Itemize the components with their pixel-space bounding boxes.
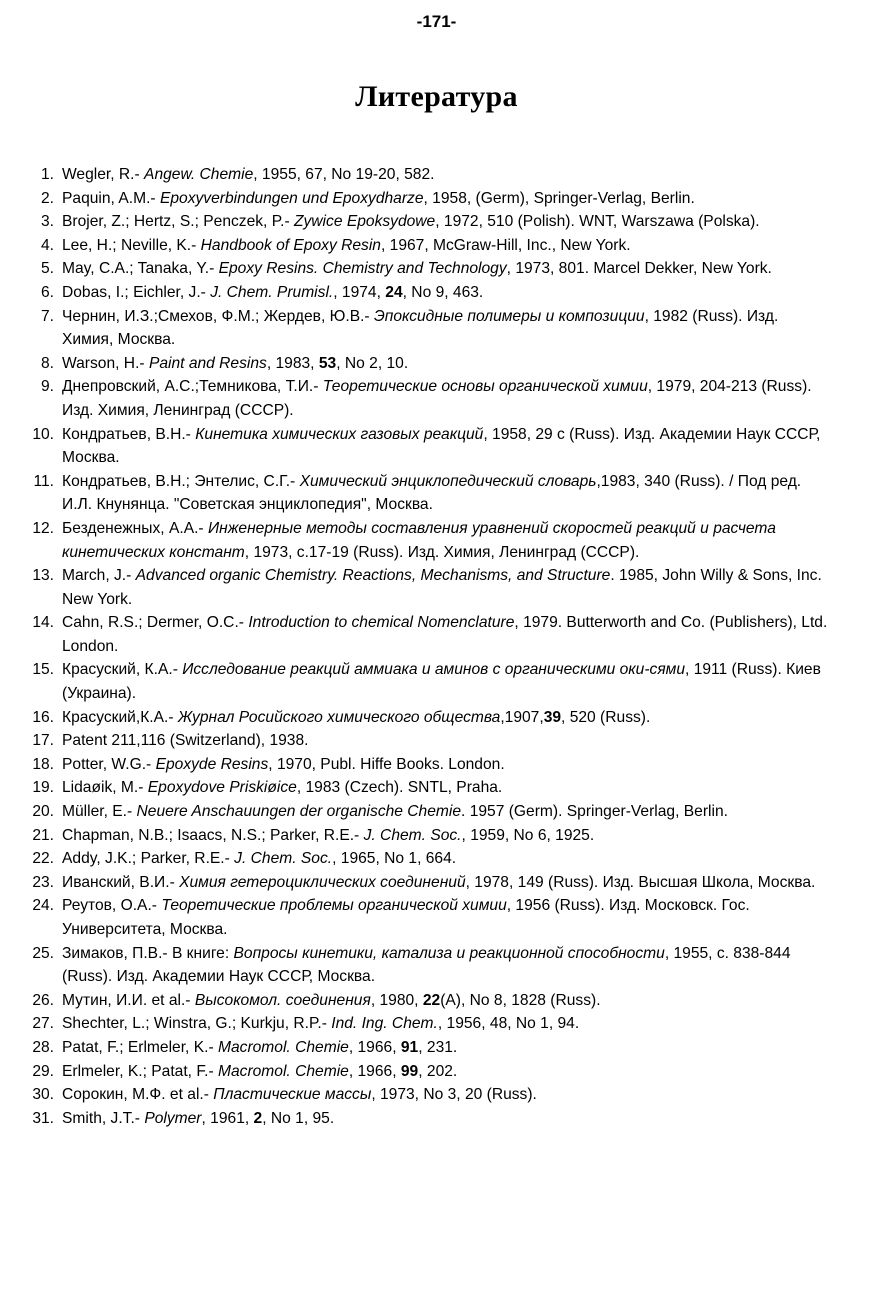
reference-segment: , 1979, 204-213 (Russ). Изд. Химия, Ленинград (СССР). (62, 378, 812, 419)
reference-segment: Smith, J.T.- (62, 1109, 145, 1127)
reference-number: 25. (32, 944, 54, 962)
reference-number: 3. (40, 213, 54, 231)
reference-number: 2. (40, 189, 54, 207)
reference-segment: Addy, J.K.; Parker, R.E.- (62, 850, 235, 868)
reference-text (62, 166, 434, 183)
reference-segment: . 1957 (Germ). Springer-Verlag, Berlin. (461, 803, 728, 821)
reference-item (28, 423, 828, 470)
reference-number: 23. (32, 873, 54, 891)
reference-item (28, 989, 828, 1013)
reference-text (62, 779, 502, 796)
reference-segment: Красуский, К.А.- (62, 661, 183, 679)
reference-list (28, 163, 828, 1130)
reference-text (62, 355, 408, 372)
reference-segment: , 1983 (Czech). SNTL, Praha. (296, 779, 503, 797)
reference-segment: , 1979. Butterworth and Co. (Publishers), Ltd. London. (62, 614, 828, 655)
reference-segment: , 1978, 149 (Russ). Изд. Высшая Школа, Москва. (465, 873, 816, 891)
reference-item (28, 305, 828, 352)
reference-item (28, 824, 828, 848)
reference-text (62, 520, 776, 561)
reference-segment: , No 9, 463. (402, 283, 484, 301)
reference-item (28, 375, 828, 422)
reference-item (28, 517, 828, 564)
reference-source-title: Macromol. Chemie (217, 1062, 349, 1080)
reference-source-title: Исследование реакций аммиака и аминов с органическими оки-сями (182, 661, 686, 679)
reference-source-title: Epoxyde Resins (155, 755, 269, 773)
reference-source-title: Кинетика химических газовых реакций (195, 425, 484, 443)
reference-segment: , 1958, (Germ), Springer-Verlag, Berlin. (423, 189, 695, 207)
reference-item (28, 942, 828, 989)
reference-source-title: Высокомол. соединения (194, 991, 371, 1009)
reference-source-title: Epoxy Resins. Chemistry and Technology (218, 260, 507, 278)
reference-item (28, 1107, 828, 1131)
reference-source-title: Angew. Chemie (144, 166, 254, 183)
reference-segment: , 1974, (333, 283, 386, 301)
reference-segment: Lidaøik, M.- (62, 779, 148, 797)
reference-number: 10. (32, 425, 54, 443)
reference-item (28, 776, 828, 800)
reference-volume: 2 (253, 1109, 263, 1127)
reference-source-title: Handbook of Epoxy Resin (200, 236, 381, 254)
reference-text (62, 874, 815, 891)
reference-source-title: Теоретические основы органической химии (322, 378, 648, 396)
reference-text (62, 756, 505, 773)
reference-segment: , 1959, No 6, 1925. (461, 826, 595, 844)
reference-segment: Warson, H.- (62, 354, 149, 372)
reference-text (62, 661, 821, 702)
reference-segment: , 520 (Russ). (561, 708, 651, 726)
reference-text (62, 1063, 457, 1080)
reference-source-title: Epoxyverbindungen und Epoxydharze (159, 189, 424, 207)
reference-text (62, 732, 308, 749)
reference-segment: (A), No 8, 1828 (Russ). (440, 991, 601, 1009)
reference-text (62, 1039, 457, 1056)
page-number: -171- (416, 12, 457, 31)
reference-source-title: Introduction to chemical Nomenclature (248, 614, 515, 632)
reference-item (28, 234, 828, 258)
reference-segment: , 1973, 801. Marcel Dekker, New York. (506, 260, 772, 278)
reference-item (28, 753, 828, 777)
reference-item (28, 658, 828, 705)
reference-text (62, 1015, 579, 1032)
reference-segment: , 1982 (Russ). Изд. Химия, Москва. (62, 307, 779, 349)
reference-segment: Кондратьев, В.Н.- (62, 425, 196, 443)
reference-number: 21. (32, 826, 54, 844)
reference-segment: Зимаков, П.В.- В книге: (62, 944, 234, 962)
reference-segment: Wegler, R.- (62, 166, 145, 183)
reference-segment: , 1980, (370, 991, 423, 1009)
reference-segment: , 1972, 510 (Polish). WNT, Warszawa (Polska). (435, 213, 760, 231)
reference-source-title: Журнал Росийского химического общества (177, 708, 501, 726)
reference-segment: , 1955, с. 838-844 (Russ). Изд. Академии Наук СССР, Москва. (62, 944, 791, 986)
reference-segment: , 1973, с.17-19 (Russ). Изд. Химия, Ленинград (СССР). (244, 543, 640, 561)
reference-number: 27. (32, 1015, 54, 1033)
reference-segment: Днепровский, А.С.;Темникова, Т.И.- (62, 378, 323, 396)
reference-source-title: Neuere Anschauungen der organische Chemie (136, 803, 462, 821)
reference-segment: Безденежных, А.А.- (62, 519, 208, 537)
reference-text (62, 709, 650, 726)
reference-text (62, 473, 801, 514)
reference-segment: Мутин, И.И. et al.- (62, 991, 195, 1009)
reference-source-title: Polymer (144, 1109, 202, 1127)
reference-number: 11. (33, 472, 54, 490)
reference-number: 15. (32, 661, 54, 679)
reference-segment: Brojer, Z.; Hertz, S.; Penczek, P.- (62, 213, 294, 231)
reference-number: 26. (32, 991, 54, 1009)
reference-segment: Красуский,К.А.- (62, 708, 178, 726)
reference-number: 1. (40, 166, 54, 183)
reference-item (28, 352, 828, 376)
reference-source-title: J. Chem. Soc. (234, 850, 333, 868)
reference-segment: . 1985, John Willy & Sons, Inc. New York. (62, 567, 822, 608)
reference-item (28, 210, 828, 234)
reference-text (62, 567, 822, 608)
reference-text (62, 378, 812, 419)
reference-segment: , No 1, 95. (262, 1109, 335, 1127)
reference-number: 30. (32, 1086, 54, 1104)
reference-segment: Paquin, A.M.- (62, 189, 160, 207)
reference-source-title: Инженерные методы составления уравнений скоростей реакций и расчета кинетических констант (62, 519, 776, 561)
reference-segment: Chapman, N.B.; Isaacs, N.S.; Parker, R.E.- (62, 826, 364, 844)
reference-source-title: Paint and Resins (148, 354, 267, 372)
reference-number: 31. (32, 1109, 54, 1127)
reference-number: 22. (32, 850, 54, 868)
reference-number: 24. (32, 897, 54, 915)
reference-segment: Иванский, В.И.- (62, 873, 180, 891)
reference-text (62, 992, 601, 1009)
reference-text (62, 190, 695, 207)
reference-item (28, 257, 828, 281)
reference-segment: , 1958, 29 с (Russ). Изд. Академии Наук СССР, Москва. (62, 425, 821, 467)
reference-number: 13. (32, 567, 54, 585)
reference-number: 16. (32, 708, 54, 726)
reference-item (28, 1012, 828, 1036)
reference-text (62, 237, 631, 254)
reference-text (62, 803, 728, 820)
reference-segment: Cahn, R.S.; Dermer, O.C.- (62, 614, 249, 632)
reference-number: 5. (40, 260, 54, 278)
reference-segment: May, C.A.; Tanaka, Y.- (62, 260, 219, 278)
reference-item (28, 187, 828, 211)
reference-source-title: Вопросы кинетики, катализа и реакционной способности (233, 944, 665, 962)
reference-volume: 22 (422, 991, 441, 1009)
reference-item (28, 871, 828, 895)
reference-segment: Erlmeler, K.; Patat, F.- (62, 1062, 218, 1080)
reference-source-title: J. Chem. Soc. (363, 826, 462, 844)
reference-source-title: Zywice Epoksydowe (293, 213, 436, 231)
reference-source-title: Advanced organic Chemistry. Reactions, Mechanisms, and Structure (135, 567, 611, 585)
reference-item (28, 1060, 828, 1084)
reference-item (28, 706, 828, 730)
reference-item (28, 163, 828, 187)
reference-volume: 39 (543, 708, 562, 726)
reference-text (62, 1110, 334, 1127)
reference-item (28, 470, 828, 517)
reference-text (62, 213, 760, 230)
reference-number: 8. (40, 354, 54, 372)
reference-segment: Dobas, I.; Eichler, J.- (62, 283, 211, 301)
reference-segment: March, J.- (62, 567, 136, 585)
reference-source-title: Эпоксидные полимеры и композиции (373, 307, 645, 325)
reference-source-title: Химический энциклопедический словарь (299, 472, 597, 490)
reference-volume: 91 (400, 1038, 419, 1056)
reference-segment: Patat, F.; Erlmeler, K.- (62, 1038, 218, 1056)
reference-segment: Patent 211,116 (Switzerland), 1938. (62, 732, 309, 750)
reference-item (28, 1083, 828, 1107)
reference-source-title: Теоретические проблемы органической химии (161, 897, 507, 915)
reference-item (28, 611, 828, 658)
reference-text (62, 1086, 537, 1103)
reference-number: 29. (32, 1062, 54, 1080)
reference-volume: 99 (400, 1062, 419, 1080)
reference-text (62, 426, 820, 467)
reference-number: 7. (40, 307, 54, 325)
reference-segment: , No 2, 10. (336, 354, 409, 372)
reference-segment: , 1911 (Russ). Киев (Украина). (62, 661, 821, 703)
reference-segment: , 1970, Publ. Hiffe Books. London. (268, 755, 505, 773)
reference-segment: Shechter, L.; Winstra, G.; Kurkju, R.P.- (62, 1015, 332, 1033)
reference-segment: , 1973, No 3, 20 (Russ). (371, 1086, 537, 1104)
reference-text (62, 614, 827, 655)
reference-item (28, 281, 828, 305)
reference-segment: , 1955, 67, No 19-20, 582. (253, 166, 435, 183)
reference-segment: , 1961, (201, 1109, 254, 1127)
reference-number: 28. (32, 1038, 54, 1056)
reference-segment: Чернин, И.З.;Смехов, Ф.М.; Жердев, Ю.В.- (62, 307, 374, 325)
reference-segment: , 1983, (266, 354, 319, 372)
reference-text (62, 827, 594, 844)
reference-segment: Сорокин, М.Ф. et al.- (62, 1086, 214, 1104)
reference-number: 14. (32, 614, 54, 632)
reference-source-title: Пластические массы (213, 1086, 372, 1104)
reference-number: 9. (40, 378, 54, 396)
reference-segment: Potter, W.G.- (62, 755, 156, 773)
reference-number: 20. (32, 803, 54, 821)
reference-segment: ,1907, (500, 708, 544, 726)
reference-segment: , 202. (418, 1062, 458, 1080)
reference-segment: , 1965, No 1, 664. (332, 850, 457, 868)
reference-segment: , 231. (418, 1038, 458, 1056)
reference-source-title: Ind. Ing. Chem. (331, 1015, 438, 1033)
reference-number: 17. (32, 732, 54, 750)
reference-text (62, 308, 778, 349)
reference-segment: Lee, H.; Neville, K.- (62, 236, 201, 254)
reference-text (62, 260, 772, 277)
reference-text (62, 897, 750, 938)
reference-item (28, 564, 828, 611)
reference-volume: 53 (318, 354, 337, 372)
reference-number: 19. (32, 779, 54, 797)
reference-segment: Кондратьев, В.Н.; Энтелис, С.Г.- (62, 472, 300, 490)
reference-segment: , 1966, (348, 1062, 401, 1080)
reference-text (62, 945, 791, 986)
reference-segment: Реутов, О.А.- (62, 897, 162, 915)
reference-item (28, 1036, 828, 1060)
reference-item (28, 729, 828, 753)
reference-segment: , 1956 (Russ). Изд. Московск. Гос. Университета, Москва. (62, 897, 750, 938)
reference-text (62, 284, 483, 301)
reference-segment: , 1966, (348, 1038, 401, 1056)
reference-number: 6. (40, 283, 54, 301)
reference-item (28, 894, 828, 941)
reference-item (28, 847, 828, 871)
reference-source-title: J. Chem. Prumisl. (210, 283, 334, 301)
reference-source-title: Epoxydove Priskiøice (147, 779, 297, 797)
reference-segment: Müller, E.- (62, 803, 137, 821)
page-title: Литература (355, 80, 518, 113)
reference-source-title: Химия гетероциклических соединений (179, 873, 466, 891)
reference-segment: , 1967, McGraw-Hill, Inc., New York. (380, 236, 631, 254)
reference-source-title: Macromol. Chemie (217, 1038, 349, 1056)
reference-segment: , 1956, 48, No 1, 94. (437, 1015, 580, 1033)
reference-number: 12. (32, 519, 54, 537)
reference-number: 18. (32, 755, 54, 773)
reference-number: 4. (40, 236, 54, 254)
reference-item (28, 800, 828, 824)
reference-segment: ,1983, 340 (Russ). / Под ред. И.Л. Кнунянца. "Советская энциклопедия", Москва. (62, 472, 802, 514)
reference-volume: 24 (385, 283, 403, 301)
reference-text (62, 850, 456, 867)
